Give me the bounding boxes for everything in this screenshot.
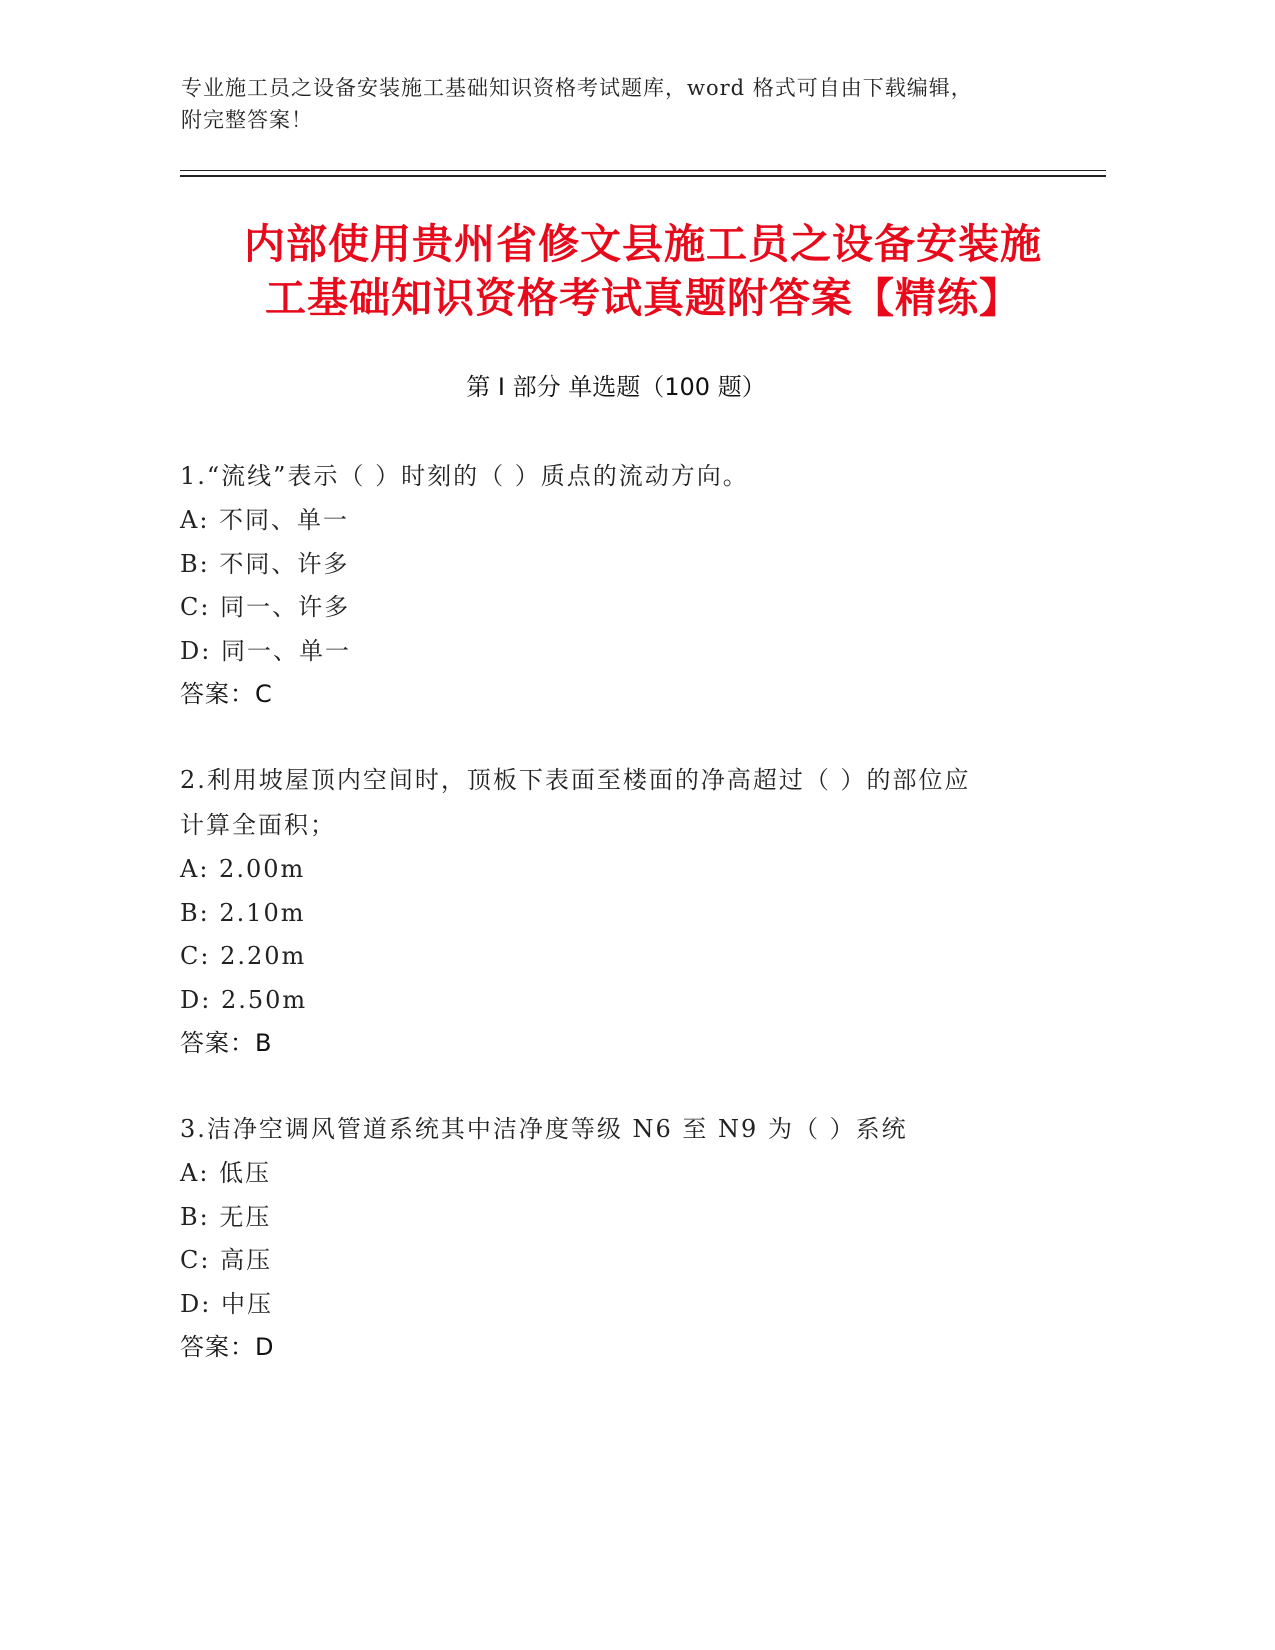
- option-d: D: 2.50m: [180, 985, 308, 1014]
- answer: 答案：B: [180, 1029, 273, 1057]
- question-3: [180, 1107, 1080, 1370]
- option-d: D: 同一、单一: [180, 636, 351, 665]
- option-a: A: 低压: [180, 1159, 272, 1187]
- answer: 答案：C: [180, 680, 273, 708]
- option-a: A: 2.00m: [180, 855, 306, 883]
- header-divider-thick: [180, 175, 1106, 177]
- question-stem-line-2: 计算全面积；: [180, 811, 336, 839]
- intro-text: [181, 72, 1081, 136]
- question-stem: 1.“流线”表示（ ）时刻的（ ）质点的流动方向。: [180, 462, 749, 490]
- title-line-1: 内部使用贵州省修文县施工员之设备安装施: [244, 220, 1042, 268]
- option-b: B: 无压: [180, 1202, 272, 1231]
- intro-line-2: 附完整答案！: [181, 108, 313, 132]
- option-b: B: 2.10m: [180, 898, 306, 927]
- option-c: C: 2.20m: [180, 942, 307, 970]
- question-1: [180, 454, 1080, 717]
- question-stem-line-1: 2.利用坡屋顶内空间时，顶板下表面至楼面的净高超过（ ）的部位应: [180, 766, 971, 794]
- intro-line-1: 专业施工员之设备安装施工基础知识资格考试题库，word 格式可自由下载编辑，: [181, 76, 973, 100]
- option-d: D: 中压: [180, 1289, 273, 1318]
- option-c: C: 同一、许多: [180, 593, 351, 621]
- option-b: B: 不同、许多: [180, 549, 350, 578]
- title-line-2: 工基础知识资格考试真题附答案【精练】: [265, 274, 1021, 322]
- question-2: [180, 758, 1080, 1066]
- section-heading: 第 I 部分 单选题（100 题）: [466, 373, 766, 401]
- question-stem: 3.洁净空调风管道系统其中洁净度等级 N6 至 N9 为（ ）系统: [180, 1115, 908, 1143]
- answer: 答案：D: [180, 1333, 275, 1361]
- document-title: [180, 217, 1106, 325]
- option-a: A: 不同、单一: [180, 506, 350, 534]
- option-c: C: 高压: [180, 1246, 273, 1274]
- header-divider-thin: [180, 170, 1106, 171]
